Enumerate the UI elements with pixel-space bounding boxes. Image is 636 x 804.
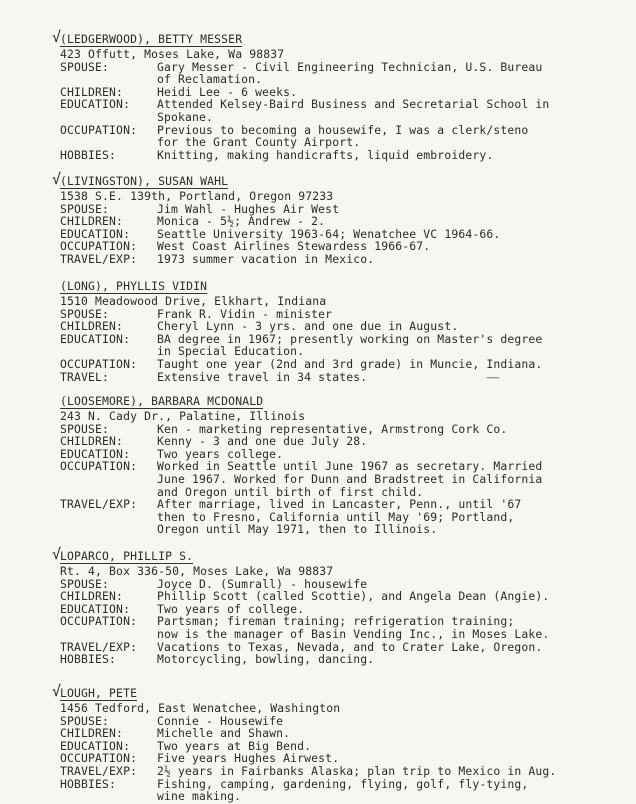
field-value: Cheryl Lynn - 3 yrs. and one due in August.	[157, 319, 459, 334]
entry-line	[0, 778, 636, 791]
field-value: Monica - 5½; Andrew - 2.	[157, 214, 326, 229]
field-value: and Oregon until birth of first child.	[157, 484, 424, 499]
entry-name: (LONG), PHYLLIS VIDIN	[60, 279, 208, 293]
entry-line	[0, 371, 636, 384]
field-value: now is the manager of Basin Vending Inc., in Moses Lake.	[157, 626, 550, 641]
field-label: TRAVEL/EXP:	[60, 763, 138, 778]
entry-line	[0, 628, 636, 641]
field-value: West Coast Airlines Stewardess 1966-67.	[157, 239, 431, 254]
field-label: SPOUSE:	[60, 306, 110, 321]
field-value: Phillip Scott (called Scottie), and Angela Dean (Angie).	[157, 589, 550, 604]
entry-address: Rt. 4, Box 336-50, Moses Lake, Wa 98837	[60, 564, 334, 578]
field-label: TRAVEL/EXP:	[60, 639, 138, 654]
field-value: Oregon until May 1971, then to Illinois.	[157, 522, 438, 537]
field-value: Fishing, camping, gardening, flying, golf, fly-tying,	[157, 776, 529, 791]
field-label: EDUCATION:	[60, 601, 131, 616]
entry-address: 1456 Tedford, East Wenatchee, Washington	[60, 701, 341, 715]
field-label: OCCUPATION:	[60, 614, 138, 629]
field-value: wine making.	[157, 789, 242, 804]
field-label: EDUCATION:	[60, 331, 131, 346]
field-value: Two years of college.	[157, 601, 305, 616]
entry-long	[0, 279, 636, 383]
field-value: BA degree in 1967; presently working on Master's degree	[157, 331, 543, 346]
entry-name-row	[0, 170, 636, 190]
handwritten-mark: ~~~	[486, 372, 499, 384]
field-label: HOBBIES:	[60, 147, 117, 162]
field-value: Gary Messer - Civil Engineering Technician, U.S. Bureau	[157, 59, 543, 74]
entry-line	[0, 523, 636, 536]
entry-address-line	[0, 410, 636, 423]
field-value: Kenny - 3 and one due July 28.	[157, 434, 368, 449]
field-label: SPOUSE:	[60, 421, 110, 436]
field-value: Ken - marketing representative, Armstrong Cork Co.	[157, 421, 508, 436]
entry-line	[0, 435, 636, 448]
field-value: Michelle and Shawn.	[157, 726, 291, 741]
field-label: EDUCATION:	[60, 226, 131, 241]
entry-line	[0, 215, 636, 228]
entry-address: 243 N. Cady Dr., Palatine, Illinois	[60, 409, 306, 423]
field-value: Spokane.	[157, 109, 214, 124]
entry-name-row	[0, 28, 636, 48]
check-mark-icon: √	[52, 170, 62, 188]
entry-loparco	[0, 545, 636, 667]
entry-name: LOPARCO, PHILLIP S.	[60, 549, 194, 563]
entry-line	[0, 473, 636, 486]
field-value: for the Grant County Airport.	[157, 135, 361, 150]
field-value: then to Fresno, California until May '69; Portland,	[157, 509, 515, 524]
entry-address: 1510 Meadowood Drive, Elkhart, Indiana	[60, 294, 327, 308]
field-label: SPOUSE:	[60, 713, 110, 728]
field-label: CHILDREN:	[60, 434, 124, 449]
field-value: Vacations to Texas, Nevada, and to Crater Lake, Oregon.	[157, 639, 543, 654]
entry-address: 1538 S.E. 139th, Portland, Oregon 97233	[60, 189, 334, 203]
entry-lough	[0, 682, 636, 804]
field-value: Frank R. Vidin - minister	[157, 306, 333, 321]
entry-name: (LOOSEMORE), BARBARA MCDONALD	[60, 394, 264, 408]
field-label: OCCUPATION:	[60, 751, 138, 766]
entry-address-line	[0, 702, 636, 715]
field-value: June 1967. Worked for Dunn and Bradstreet in California	[157, 471, 543, 486]
field-label: OCCUPATION:	[60, 356, 138, 371]
field-value: Two years at Big Bend.	[157, 738, 312, 753]
field-label: CHILDREN:	[60, 214, 124, 229]
field-value: Extensive travel in 34 states.	[157, 369, 368, 384]
entry-name: (LEDGERWOOD), BETTY MESSER	[60, 32, 243, 46]
entry-line	[0, 790, 636, 803]
entry-address-line	[0, 48, 636, 61]
field-label: CHILDREN:	[60, 84, 124, 99]
field-value: Knitting, making handicrafts, liquid embroidery.	[157, 147, 494, 162]
field-value: Connie - Housewife	[157, 713, 284, 728]
field-value: Heidi Lee - 6 weeks.	[157, 84, 298, 99]
entry-name-row	[0, 279, 636, 295]
field-label: CHILDREN:	[60, 319, 124, 334]
entry-loosemore	[0, 394, 636, 536]
field-label: TRAVEL/EXP:	[60, 497, 138, 512]
check-mark-icon: √	[52, 28, 62, 46]
field-label: SPOUSE:	[60, 59, 110, 74]
entry-name: (LIVINGSTON), SUSAN WAHL	[60, 174, 229, 188]
field-label: SPOUSE:	[60, 201, 110, 216]
entry-line	[0, 653, 636, 666]
entry-line	[0, 136, 636, 149]
field-label: EDUCATION:	[60, 446, 131, 461]
field-label: CHILDREN:	[60, 726, 124, 741]
field-value: Motorcycling, bowling, dancing.	[157, 652, 375, 667]
entry-name-row	[0, 394, 636, 410]
check-mark-icon: √	[52, 545, 62, 563]
entry-line	[0, 498, 636, 511]
field-label: EDUCATION:	[60, 738, 131, 753]
entry-line	[0, 590, 636, 603]
field-value: Two years college.	[157, 446, 284, 461]
field-value: Partsman; fireman training; refrigeration training;	[157, 614, 515, 629]
check-mark-icon: √	[52, 682, 62, 700]
field-label: HOBBIES:	[60, 652, 117, 667]
entry-address: 423 Offutt, Moses Lake, Wa 98837	[60, 47, 285, 61]
field-value: Five years Hughes Airwest.	[157, 751, 340, 766]
entry-line	[0, 253, 636, 266]
field-value: Jim Wahl - Hughes Air West	[157, 201, 340, 216]
field-value: Joyce D. (Sumrall) - housewife	[157, 576, 368, 591]
field-value: Attended Kelsey-Baird Business and Secretarial School in	[157, 97, 550, 112]
field-value: 1973 summer vacation in Mexico.	[157, 251, 375, 266]
entry-address-line	[0, 295, 636, 308]
entry-line	[0, 149, 636, 162]
field-value: of Reclamation.	[157, 72, 263, 87]
entry-line	[0, 320, 636, 333]
entry-name-row	[0, 545, 636, 565]
entry-ledgerwood	[0, 28, 636, 162]
field-value: Previous to becoming a housewife, I was a clerk/steno	[157, 122, 529, 137]
field-label: OCCUPATION:	[60, 122, 138, 137]
field-value: Taught one year (2nd and 3rd grade) in Muncie, Indiana.	[157, 356, 543, 371]
field-label: TRAVEL:	[60, 369, 110, 384]
field-label: CHILDREN:	[60, 589, 124, 604]
entry-line	[0, 61, 636, 74]
entry-line	[0, 765, 636, 778]
entry-line	[0, 358, 636, 371]
entry-name: LOUGH, PETE	[60, 686, 138, 700]
field-label: HOBBIES:	[60, 776, 117, 791]
field-label: SPOUSE:	[60, 576, 110, 591]
entry-line	[0, 111, 636, 124]
field-value: 2½ years in Fairbanks Alaska; plan trip to Mexico in Aug.	[157, 763, 557, 778]
field-value: Seattle University 1963-64; Wenatchee VC 1964-66.	[157, 226, 501, 241]
field-value: After marriage, lived in Lancaster, Penn., until '67	[157, 497, 522, 512]
entry-address-line	[0, 565, 636, 578]
entry-line	[0, 98, 636, 111]
field-label: EDUCATION:	[60, 97, 131, 112]
field-label: TRAVEL/EXP:	[60, 251, 138, 266]
entry-livingston	[0, 170, 636, 266]
field-label: OCCUPATION:	[60, 239, 138, 254]
entry-name-row	[0, 682, 636, 702]
entry-address-line	[0, 190, 636, 203]
field-value: in Special Education.	[157, 344, 305, 359]
entry-line	[0, 333, 636, 346]
field-label: OCCUPATION:	[60, 459, 138, 474]
entry-line	[0, 727, 636, 740]
entry-line	[0, 73, 636, 86]
field-value: Worked in Seattle until June 1967 as secretary. Married	[157, 459, 543, 474]
